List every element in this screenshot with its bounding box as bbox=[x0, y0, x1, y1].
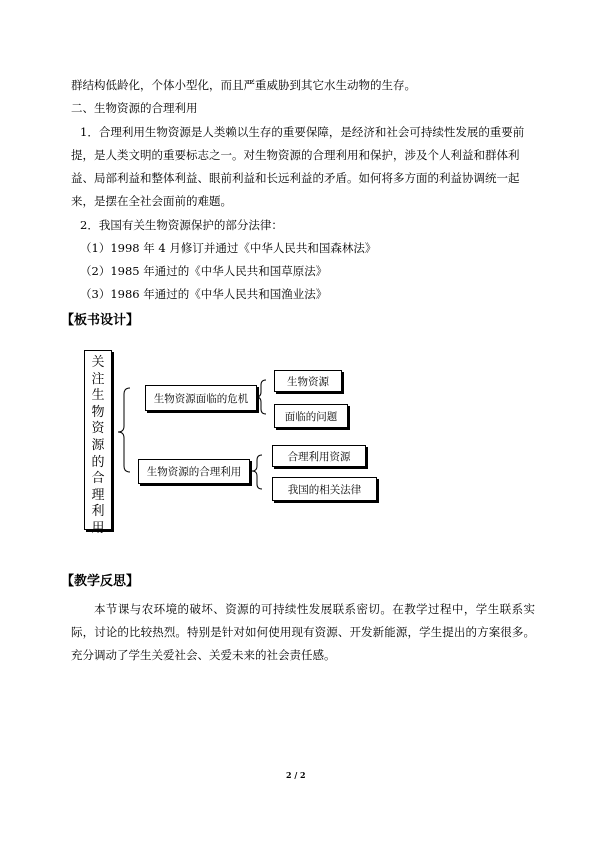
diagram-branch-1-leaf-2: 面临的问题 bbox=[274, 404, 348, 428]
text-line-1: 群结构低龄化，个体小型化，而且严重威胁到其它水生动物的生存。 bbox=[71, 78, 416, 92]
diagram-root-label: 关注生物资源的合理利用 bbox=[91, 355, 105, 536]
diagram-branch-2: 生物资源的合理利用 bbox=[138, 459, 250, 484]
reflection-paragraph: 本节课与农环境的破坏、资源的可持续性发展联系密切。在教学过程中，学生联系实际，讨论的比较热烈。特别是针对如何使用现有资源、开发新能源，学生提出的方案很多。充分调动了学生关爱社会、关爱未来的社会责任感。 bbox=[71, 602, 535, 662]
law-item-1: （1）1998 年 4 月修订并通过《中华人民共和国森林法》 bbox=[80, 241, 377, 255]
point1-line4: 来，是摆在全社会面前的难题。 bbox=[71, 194, 232, 208]
reflection-heading: 【教学反思】 bbox=[61, 574, 140, 589]
board-design-heading: 【板书设计】 bbox=[61, 313, 140, 328]
page-number: 2 / 2 bbox=[286, 770, 306, 780]
diagram-root-box bbox=[84, 350, 112, 536]
law-item-3: （3）1986 年通过的《中华人民共和国渔业法》 bbox=[80, 287, 328, 301]
diagram-branch-1: 生物资源面临的危机 bbox=[145, 385, 257, 411]
point1-line3: 益、局部利益和整体利益、眼前利益和长远利益的矛盾。如何将多方面的利益协调统一起 bbox=[71, 171, 520, 185]
diagram-branch-2-leaf-1: 合理利用资源 bbox=[272, 445, 366, 467]
law-item-2: （2）1985 年通过的《中华人民共和国草原法》 bbox=[80, 264, 328, 278]
diagram-branch-2-leaf-2: 我国的相关法律 bbox=[272, 477, 377, 501]
section-two-title: 二、生物资源的合理利用 bbox=[71, 101, 198, 115]
point1-line2: 提，是人类文明的重要标志之一。对生物资源的合理利用和保护，涉及个人利益和群体利 bbox=[71, 148, 520, 162]
point2-title: 2．我国有关生物资源保护的部分法律： bbox=[80, 218, 283, 232]
point1-line1: 1．合理利用生物资源是人类赖以生存的重要保障，是经济和社会可持续性发展的重要前 bbox=[80, 125, 525, 139]
diagram-branch-1-leaf-1: 生物资源 bbox=[274, 370, 342, 392]
